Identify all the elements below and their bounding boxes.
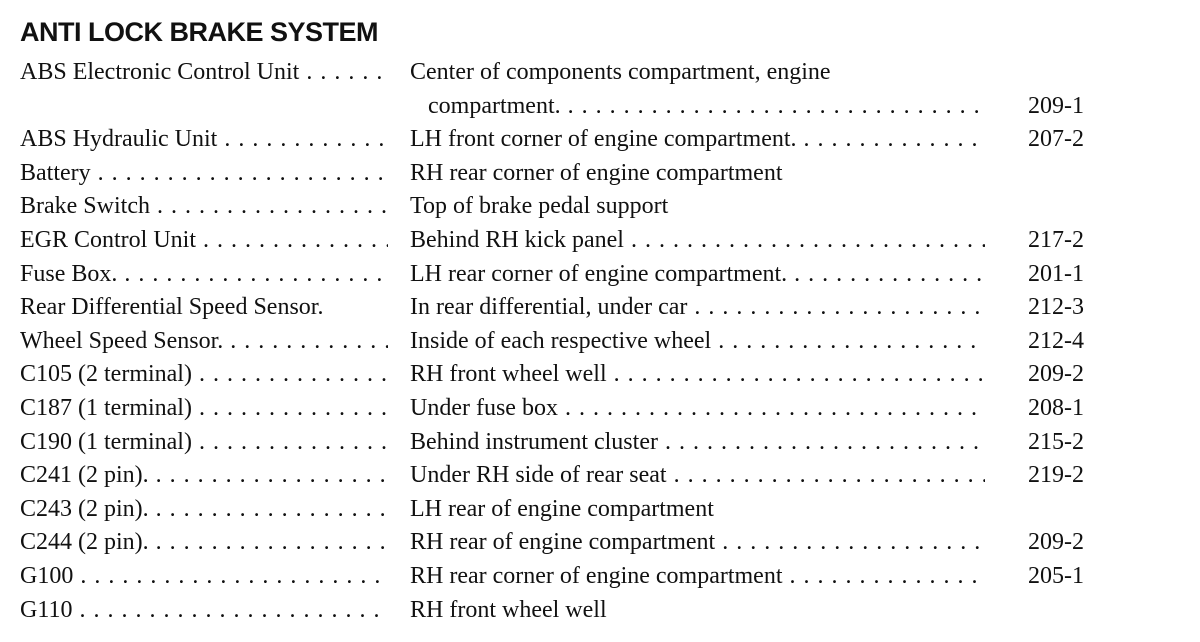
list-row: [0, 157, 1200, 191]
component-name: EGR Control Unit . . .: [20, 224, 388, 257]
page-reference: 212-3: [1028, 294, 1084, 321]
list-row: [0, 594, 1200, 628]
list-row: [0, 56, 1200, 123]
list-row: [0, 258, 1200, 292]
component-location: RH front wheel well: [410, 596, 607, 623]
component-location: RH front wheel well . . .: [410, 358, 985, 391]
component-location: RH rear corner of engine compartment . . .: [410, 560, 985, 593]
list-row: [0, 426, 1200, 460]
list-row: [0, 190, 1200, 224]
component-location: RH rear corner of engine compartment: [410, 159, 783, 186]
component-name: Brake Switch . . .: [20, 190, 388, 223]
component-location: In rear differential, under car . . .: [410, 291, 985, 324]
component-location-continued: compartment. . . .: [428, 90, 985, 123]
component-name: Battery . . .: [20, 157, 388, 190]
component-name: Rear Differential Speed Sensor.: [20, 294, 324, 321]
component-location: Behind instrument cluster . . .: [410, 426, 985, 459]
page-reference: 208-1: [1028, 394, 1084, 421]
list-row: [0, 224, 1200, 258]
list-row: [0, 325, 1200, 359]
page-reference: 205-1: [1028, 562, 1084, 589]
page-reference: 209-1: [1028, 92, 1084, 119]
list-row: [0, 358, 1200, 392]
component-location-list: [0, 56, 1200, 627]
component-location: Behind RH kick panel . . .: [410, 224, 985, 257]
page-reference: 217-2: [1028, 226, 1084, 253]
list-row: [0, 493, 1200, 527]
list-row: [0, 526, 1200, 560]
component-name: ABS Electronic Control Unit . . .: [20, 56, 388, 89]
component-name: C105 (2 terminal) . . .: [20, 358, 388, 391]
component-location: Under fuse box . . .: [410, 392, 985, 425]
page-reference: 201-1: [1028, 260, 1084, 287]
list-row: [0, 123, 1200, 157]
page-reference: 209-2: [1028, 361, 1084, 388]
component-name: C243 (2 pin). . . .: [20, 493, 388, 526]
list-row: [0, 291, 1200, 325]
component-location: Center of components compartment, engine: [410, 59, 831, 85]
section-heading: ANTI LOCK BRAKE SYSTEM: [20, 17, 379, 47]
component-name: C244 (2 pin). . . .: [20, 526, 388, 559]
component-name: Wheel Speed Sensor. . . .: [20, 325, 388, 358]
component-name: C190 (1 terminal) . . .: [20, 426, 388, 459]
component-location: Inside of each respective wheel . . .: [410, 325, 985, 358]
page-reference: 209-2: [1028, 529, 1084, 556]
component-location: LH rear corner of engine compartment. . . .: [410, 258, 985, 291]
component-name: G100 . . .: [20, 560, 388, 593]
component-name: C241 (2 pin). . . .: [20, 459, 388, 492]
component-name: Fuse Box. . . .: [20, 258, 388, 291]
component-location: Under RH side of rear seat . . .: [410, 459, 985, 492]
component-location: LH front corner of engine compartment. . . .: [410, 123, 985, 156]
page-reference: 219-2: [1028, 462, 1084, 489]
list-row: [0, 459, 1200, 493]
component-location: Top of brake pedal support: [410, 193, 669, 220]
page-reference: 207-2: [1028, 126, 1084, 153]
list-row: [0, 392, 1200, 426]
component-location: RH rear of engine compartment . . .: [410, 526, 985, 559]
component-location: LH rear of engine compartment: [410, 495, 714, 522]
list-row: [0, 560, 1200, 594]
component-name: ABS Hydraulic Unit . . .: [20, 123, 388, 156]
component-name: C187 (1 terminal) . . .: [20, 392, 388, 425]
page-reference: 212-4: [1028, 327, 1084, 354]
component-name: G110 . . .: [20, 594, 388, 627]
page-reference: 215-2: [1028, 428, 1084, 455]
